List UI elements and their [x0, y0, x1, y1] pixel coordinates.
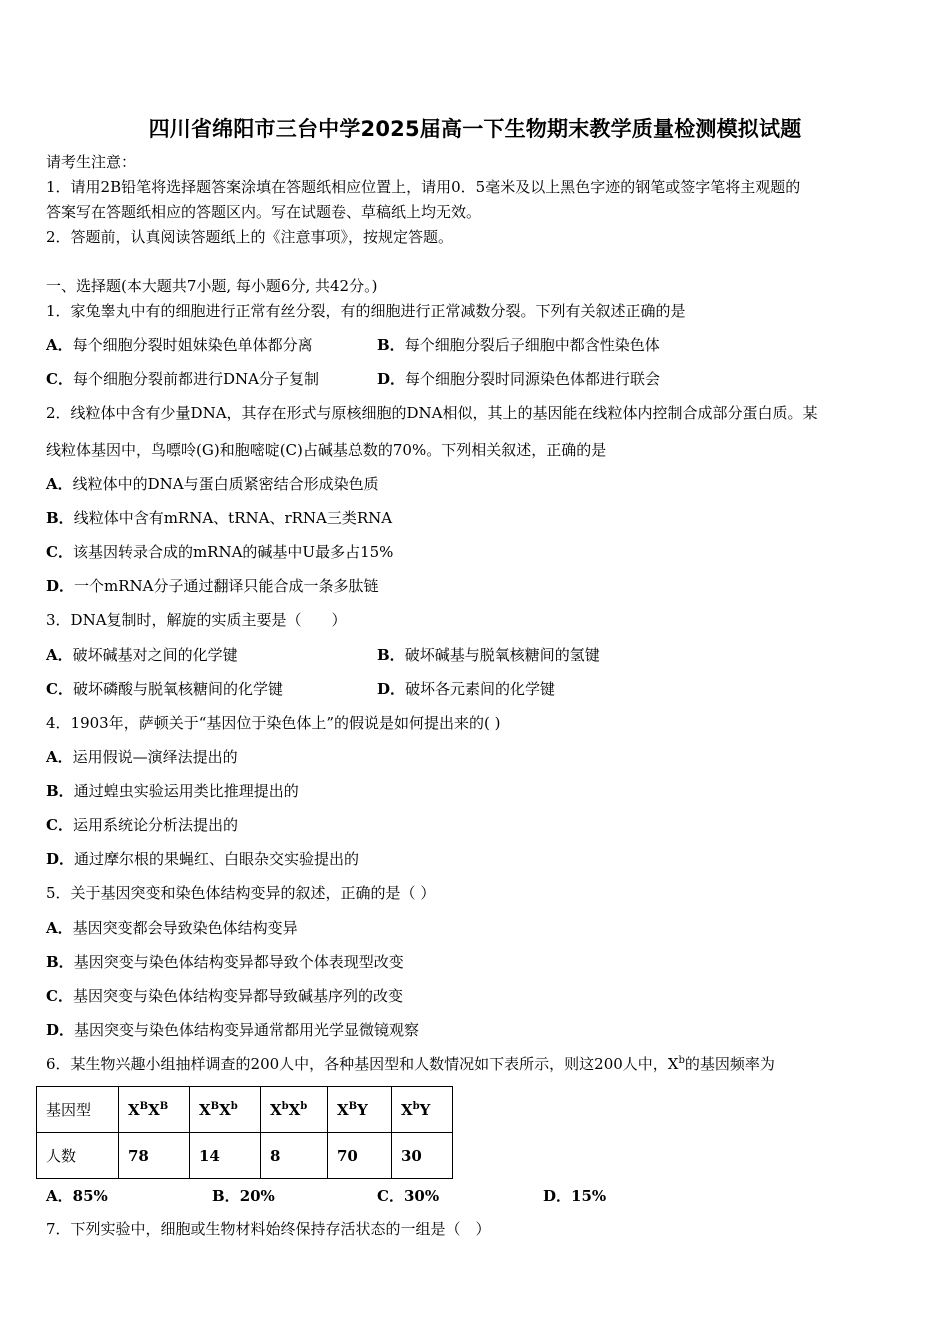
question-stem: 关于基因突变和染色体结构变异的叙述，正确的是（ ）: [70, 884, 436, 902]
option-text: 破坏各元素间的化学键: [405, 680, 556, 698]
option-text: 基因突变与染色体结构变异都导致碱基序列的改变: [72, 987, 403, 1005]
question-number: 7．: [46, 1220, 71, 1238]
option-label: B．: [377, 646, 405, 664]
option-text: 每个细胞分裂前都进行DNA分子复制: [72, 370, 319, 388]
table-header-cell: $X^BX^B$: [119, 1087, 190, 1133]
q5-option-d: [46, 1020, 419, 1040]
option-label: A．: [46, 475, 73, 493]
option-label: D．: [46, 1021, 75, 1039]
option-text: 15%: [571, 1187, 607, 1205]
option-text: 线粒体中的DNA与蛋白质紧密结合形成染色质: [72, 475, 379, 493]
table-header-cell: $X^bX^b$: [261, 1087, 328, 1133]
question-stem-end: 的基因频率为: [684, 1055, 775, 1073]
notice-item-1-line-2: 答案写在答题纸相应的答题区内。写在试题卷、草稿纸上均无效。: [46, 203, 482, 221]
option-label: C．: [46, 816, 73, 834]
question-number: 4．: [46, 714, 71, 732]
q4-option-d: [46, 849, 359, 869]
question-stem: DNA复制时，解旋的实质主要是（ ）: [70, 611, 347, 629]
option-label: B．: [212, 1187, 240, 1205]
option-text: 基因突变与染色体结构变异都导致个体表现型改变: [73, 953, 404, 971]
option-label: A．: [46, 336, 73, 354]
option-label: D．: [543, 1187, 572, 1205]
option-label: B．: [46, 509, 74, 527]
table-row: [37, 1133, 453, 1179]
section-heading: 一、选择题(本大题共7小题, 每小题6分, 共42分。): [46, 277, 378, 295]
q3-option-c: [46, 679, 283, 699]
q3-option-d: [377, 679, 555, 699]
option-label: D．: [46, 850, 75, 868]
option-label: B．: [46, 782, 74, 800]
option-text: 20%: [239, 1187, 275, 1205]
question-number: 1．: [46, 302, 71, 320]
option-label: C．: [46, 680, 73, 698]
option-label: C．: [46, 370, 73, 388]
option-text: 基因突变都会导致染色体结构变异: [72, 919, 298, 937]
option-text: 每个细胞分裂时姐妹染色单体都分离: [72, 336, 313, 354]
table-cell: 8: [261, 1133, 328, 1179]
option-text: 30%: [403, 1187, 440, 1205]
question-1: [46, 301, 686, 321]
option-text: 运用假说—演绎法提出的: [72, 748, 238, 766]
q1-option-a: [46, 335, 313, 355]
option-text: 运用系统论分析法提出的: [72, 816, 238, 834]
question-stem: 下列实验中，细胞或生物材料始终保持存活状态的一组是（ ）: [70, 1220, 491, 1238]
question-number: 6．: [46, 1055, 71, 1073]
option-label: D．: [377, 680, 406, 698]
option-label: C．: [46, 543, 73, 561]
question-stem-line-1: 线粒体中含有少量DNA，其存在形式与原核细胞的DNA相似，其上的基因能在线粒体内控制合成部分蛋白质。某: [70, 404, 818, 422]
q2-option-a: [46, 474, 379, 494]
option-text: 85%: [72, 1187, 108, 1205]
option-text: 破坏碱基与脱氧核糖间的氢键: [404, 646, 600, 664]
option-label: A．: [46, 646, 73, 664]
q5-option-c: [46, 986, 403, 1006]
table-row: [37, 1087, 453, 1133]
q4-option-c: [46, 815, 238, 835]
question-3: [46, 610, 347, 630]
q1-option-c: [46, 369, 319, 389]
option-label: A．: [46, 919, 73, 937]
option-label: D．: [377, 370, 406, 388]
option-text: 一个mRNA分子通过翻译只能合成一条多肽链: [74, 577, 379, 595]
page-title: 四川省绵阳市三台中学2025届高一下生物期末教学质量检测模拟试题: [148, 117, 802, 141]
option-text: 破坏碱基对之间的化学键: [72, 646, 238, 664]
q6-option-c: [377, 1186, 439, 1206]
q4-option-b: [46, 781, 299, 801]
table-header-cell: 基因型: [37, 1087, 119, 1133]
q2-option-c: [46, 542, 393, 562]
option-label: A．: [46, 1187, 73, 1205]
option-text: 基因突变与染色体结构变异通常都用光学显微镜观察: [74, 1021, 420, 1039]
question-number: 3．: [46, 611, 71, 629]
option-text: 线粒体中含有mRNA、tRNA、rRNA三类RNA: [73, 509, 393, 527]
option-text: 每个细胞分裂后子细胞中都含性染色体: [404, 336, 660, 354]
option-label: B．: [377, 336, 405, 354]
option-text: 每个细胞分裂时同源染色体都进行联会: [405, 370, 661, 388]
option-text: 通过蝗虫实验运用类比推理提出的: [73, 782, 299, 800]
table-cell: 78: [119, 1133, 190, 1179]
q5-option-b: [46, 952, 404, 972]
notice-item-1-line-1: 1．请用2B铅笔将选择题答案涂填在答题纸相应位置上，请用0．5毫米及以上黑色字迹的钢笔或签字笔将主观题的: [46, 178, 801, 196]
question-4: [46, 713, 501, 733]
table-header-cell: $X^BY$: [328, 1087, 392, 1133]
question-2: [46, 403, 818, 423]
q4-option-a: [46, 747, 238, 767]
question-stem: 1903年，萨顿关于“基因位于染色体上”的假说是如何提出来的( ): [70, 714, 501, 732]
question-stem: 某生物兴趣小组抽样调查的200人中，各种基因型和人数情况如下表所示，则这200人中，X: [70, 1055, 679, 1073]
option-label: A．: [46, 748, 73, 766]
q2-option-b: [46, 508, 392, 528]
q6-option-b: [212, 1186, 275, 1206]
option-label: C．: [46, 987, 73, 1005]
option-text: 该基因转录合成的mRNA的碱基中U最多占15%: [72, 543, 394, 561]
question-number: 2．: [46, 404, 71, 422]
question-2-stem-line-2: 线粒体基因中，鸟嘌呤(G)和胞嘧啶(C)占碱基总数的70%。下列相关叙述，正确的是: [46, 441, 607, 459]
genotype-table: [36, 1086, 453, 1179]
q1-option-b: [377, 335, 660, 355]
q6-option-d: [543, 1186, 606, 1206]
option-text: 通过摩尔根的果蝇红、白眼杂交实验提出的: [74, 850, 360, 868]
question-7: [46, 1219, 491, 1239]
question-number: 5．: [46, 884, 71, 902]
question-stem: 家兔睾丸中有的细胞进行正常有丝分裂，有的细胞进行正常减数分裂。下列有关叙述正确的是: [70, 302, 686, 320]
table-cell: 70: [328, 1133, 392, 1179]
q3-option-a: [46, 645, 238, 665]
notice-item-2: 2．答题前，认真阅读答题纸上的《注意事项》，按规定答题。: [46, 228, 454, 246]
table-cell: 人数: [37, 1133, 119, 1179]
q1-option-d: [377, 369, 660, 389]
question-5: [46, 883, 435, 903]
table-header-cell: $X^bY$: [392, 1087, 453, 1133]
table-cell: 14: [190, 1133, 261, 1179]
notice-heading: 请考生注意：: [46, 153, 137, 171]
table-header-cell: $X^BX^b$: [190, 1087, 261, 1133]
q2-option-d: [46, 576, 379, 596]
q5-option-a: [46, 918, 298, 938]
q6-option-a: [46, 1186, 108, 1206]
option-label: B．: [46, 953, 74, 971]
option-text: 破坏磷酸与脱氧核糖间的化学键: [72, 680, 283, 698]
q3-option-b: [377, 645, 600, 665]
superscript: b: [678, 1055, 685, 1066]
question-6: [46, 1054, 775, 1074]
option-label: D．: [46, 577, 75, 595]
table-cell: 30: [392, 1133, 453, 1179]
option-label: C．: [377, 1187, 404, 1205]
